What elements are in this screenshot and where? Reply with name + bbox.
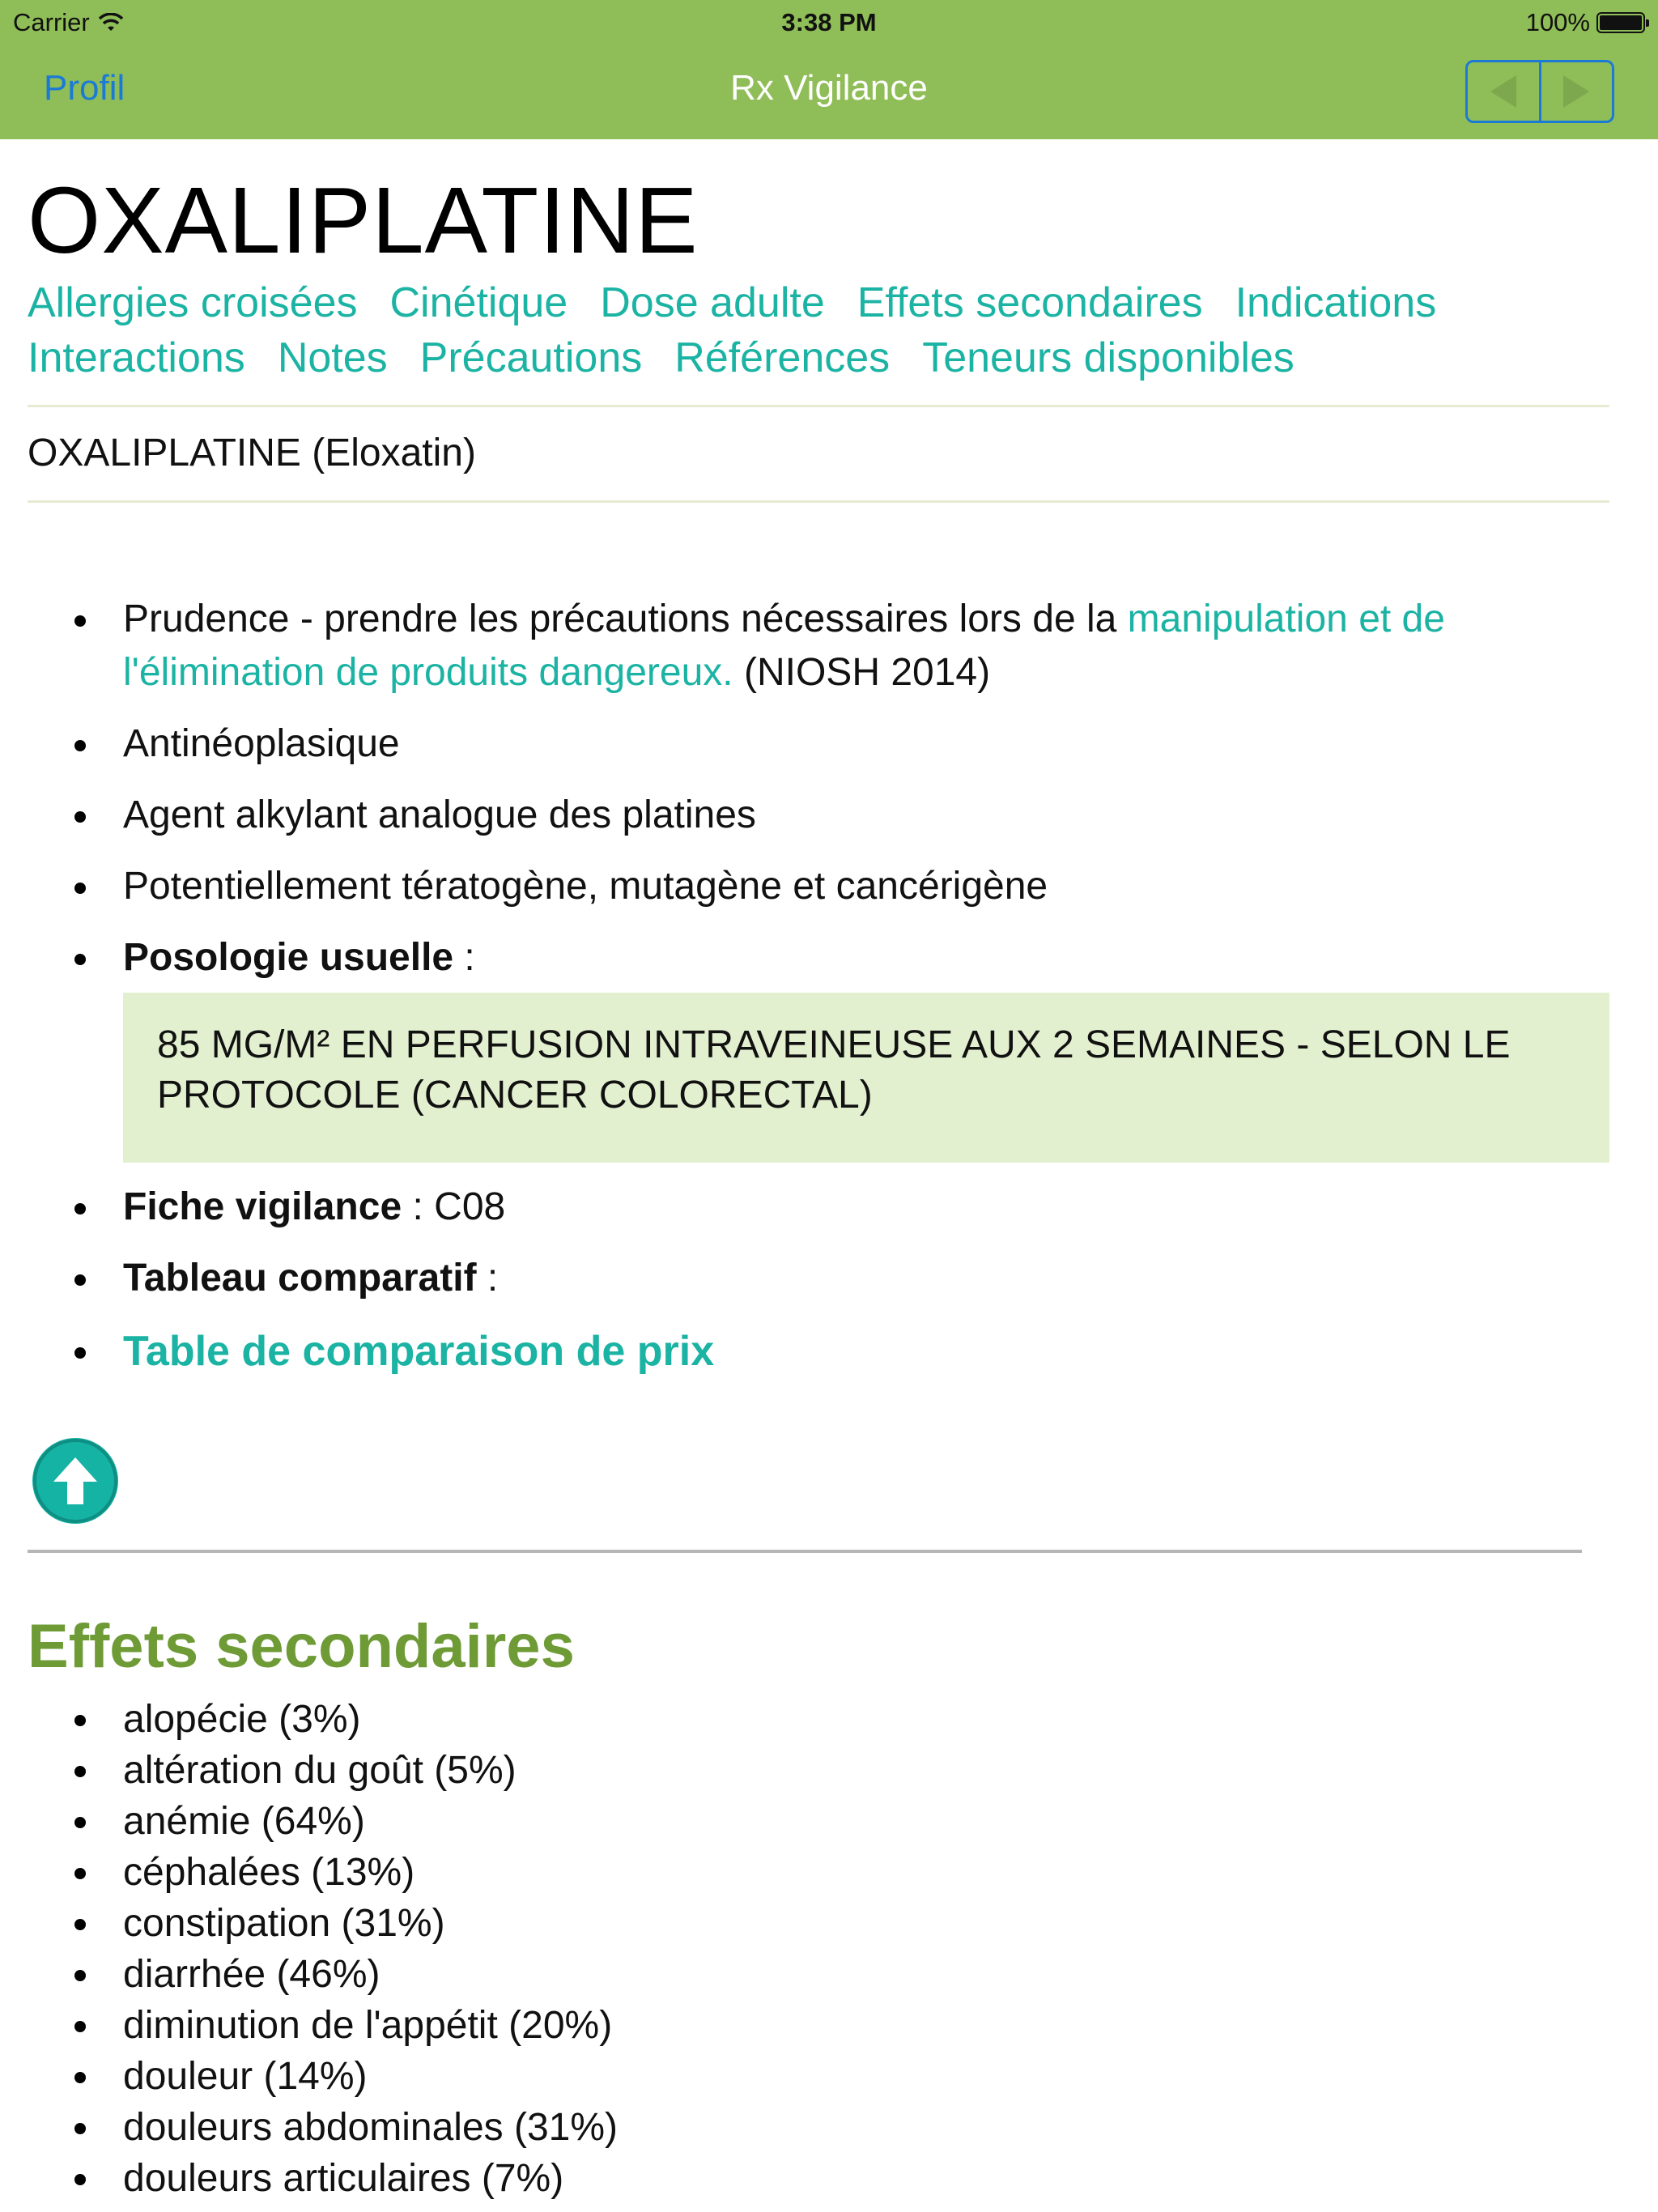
risk-text: Potentiellement tératogène, mutagène et cancérigène [123,865,1048,908]
battery-percent: 100% [1525,8,1590,36]
fiche-label: Fiche vigilance [123,1185,402,1228]
side-effect-item: constipation (31%) [28,1898,1609,1949]
status-time: 3:38 PM [781,8,877,36]
status-battery [1526,5,1645,40]
side-effect-item: douleurs abdominales (31%) [28,2102,1609,2153]
drug-info-list [28,593,1609,985]
section-link-pr-cautions[interactable]: Précautions [419,334,643,381]
section-link-interactions[interactable]: Interactions [28,334,245,381]
posologie-sep: : [453,936,475,979]
hazardous-handling-link[interactable]: manipulation et de l'élimination de produits dangereux. [123,598,1445,694]
prudence-item [28,593,1609,700]
price-comparison-link[interactable]: Table de comparaison de prix [123,1328,715,1375]
side-effect-item: douleur (14%) [28,2051,1609,2102]
side-effect-item: céphalées (13%) [28,1847,1609,1898]
effects-heading: Effets secondaires [28,1612,575,1681]
navigation-bar [0,0,1658,139]
section-link-teneurs-disponibles[interactable]: Teneurs disponibles [922,334,1295,381]
section-divider [28,1550,1582,1553]
drug-subtitle: OXALIPLATINE (Eloxatin) [28,432,476,474]
page-navigation-control [1465,60,1614,123]
back-arrow-icon [1490,75,1516,108]
divider [28,500,1609,503]
prudence-text: Prudence - prendre les précautions nécessaires lors de la [123,598,1128,640]
side-effect-item: diarrhée (46%) [28,1949,1609,2000]
drug-title: OXALIPLATINE [28,168,699,273]
section-link-dose-adulte[interactable]: Dose adulte [600,279,825,326]
app-title: Rx Vigilance [730,68,928,108]
fiche-value: : C08 [402,1185,506,1228]
section-link-indications[interactable]: Indications [1235,279,1437,326]
side-effect-item: douleurs articulaires (7%) [28,2153,1609,2204]
section-link-effets-secondaires[interactable]: Effets secondaires [857,279,1203,326]
price-item [28,1325,1609,1380]
previous-button[interactable] [1468,62,1539,121]
mechanism-item [28,789,1609,842]
side-effect-item: alopécie (3%) [28,1694,1609,1745]
class-text: Antinéoplasique [123,722,400,765]
mechanism-text: Agent alkylant analogue des platines [123,793,756,836]
divider [28,405,1609,407]
side-effects-list [28,1694,1609,2204]
section-link-r-f-rences[interactable]: Références [674,334,891,381]
section-link-notes[interactable]: Notes [277,334,388,381]
section-link-cin-tique[interactable]: Cinétique [389,279,568,326]
side-effect-item: diminution de l'appétit (20%) [28,2000,1609,2051]
side-effect-item: altération du goût (5%) [28,1745,1609,1796]
tableau-sep: : [476,1257,499,1300]
tableau-label: Tableau comparatif [123,1257,477,1300]
dose-box: 85 MG/M² EN PERFUSION INTRAVEINEUSE AUX 2 SEMAINES - SELON LE PROTOCOLE (CANCER COLORECTAL) [123,993,1609,1163]
risk-item [28,860,1609,913]
side-effect-item: anémie (64%) [28,1796,1609,1847]
arrow-up-circle-icon [32,1438,118,1524]
drug-info-list-2 [28,1180,1609,1380]
battery-icon [1596,12,1645,33]
back-to-top-button[interactable] [32,1438,118,1524]
carrier-label: Carrier [13,8,90,36]
class-item [28,717,1609,771]
profil-button[interactable]: Profil [44,68,125,108]
section-links [28,275,1614,385]
forward-arrow-icon [1563,75,1589,108]
fiche-item [28,1180,1609,1234]
next-button[interactable] [1539,62,1613,121]
posologie-item [28,931,1609,985]
tableau-item [28,1252,1609,1305]
prudence-source: (NIOSH 2014) [733,651,991,694]
posologie-label: Posologie usuelle [123,936,454,979]
section-link-allergies-crois-es[interactable]: Allergies croisées [28,279,358,326]
